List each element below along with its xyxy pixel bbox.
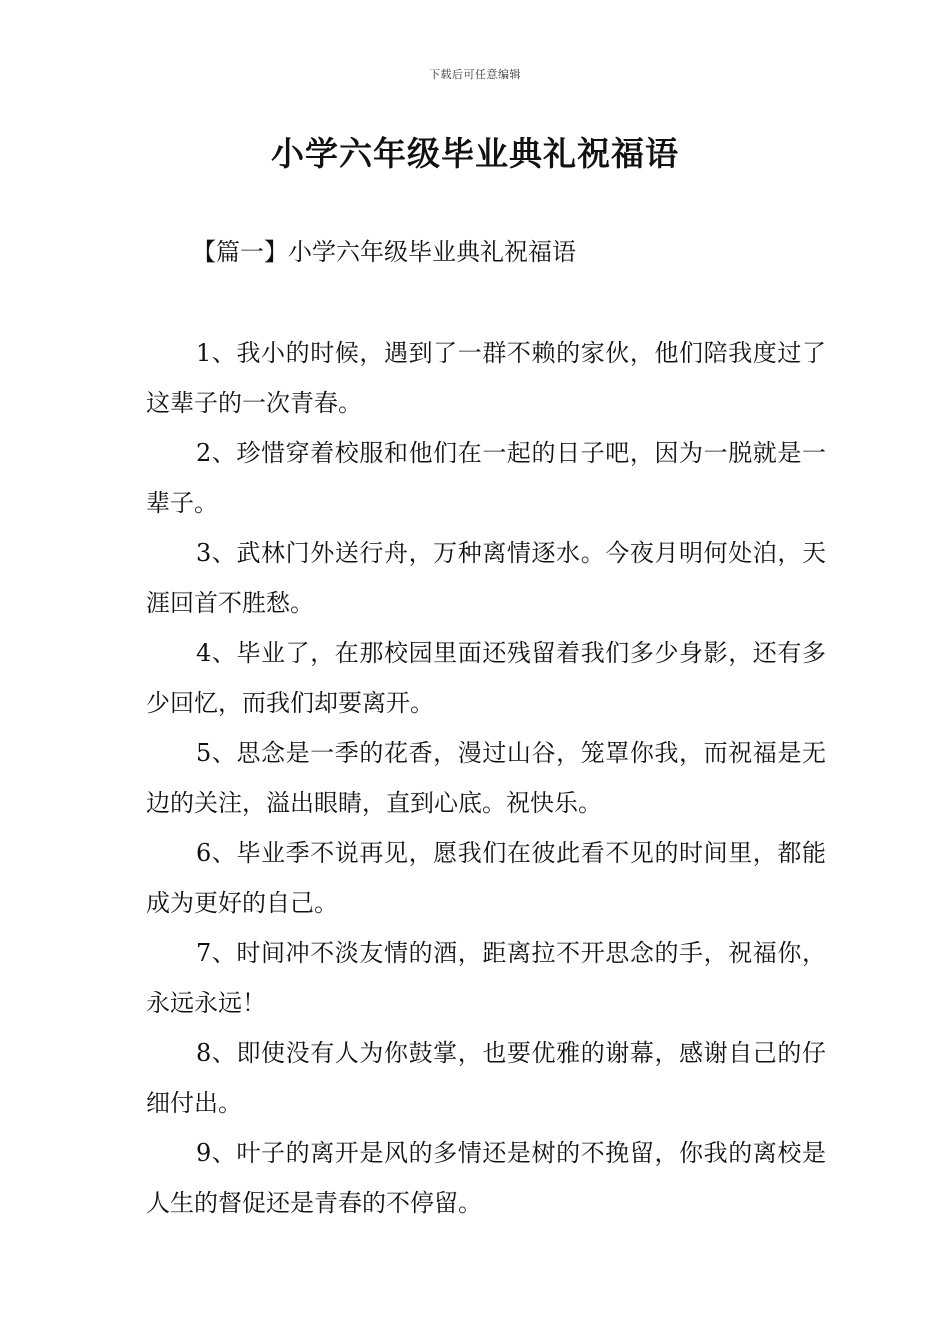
- paragraph-1: 1、我小的时候，遇到了一群不赖的家伙，他们陪我度过了这辈子的一次青春。: [146, 339, 826, 417]
- paragraph-4: 4、毕业了，在那校园里面还残留着我们多少身影，还有多少回忆，而我们却要离开。: [146, 639, 826, 717]
- paragraph-5: 5、思念是一季的花香，漫过山谷，笼罩你我，而祝福是无边的关注，溢出眼睛，直到心底。祝快乐。: [146, 739, 826, 817]
- paragraph-7: 7、时间冲不淡友情的酒，距离拉不开思念的手，祝福你，永远永远！: [146, 939, 826, 1017]
- paragraph-8: 8、即使没有人为你鼓掌，也要优雅的谢幕，感谢自己的仔细付出。: [146, 1039, 826, 1117]
- section-heading: 【篇一】小学六年级毕业典礼祝福语: [192, 238, 576, 266]
- paragraph-2: 2、珍惜穿着校服和他们在一起的日子吧，因为一脱就是一辈子。: [146, 439, 826, 517]
- body-text: [146, 328, 826, 1228]
- paragraph-6: 6、毕业季不说再见，愿我们在彼此看不见的时间里，都能成为更好的自己。: [146, 839, 826, 917]
- document-title: 小学六年级毕业典礼祝福语: [271, 134, 679, 173]
- header-note: 下载后可任意编辑: [429, 68, 521, 81]
- paragraph-3: 3、武林门外送行舟，万种离情逐水。今夜月明何处泊，天涯回首不胜愁。: [146, 539, 826, 617]
- paragraph-9: 9、叶子的离开是风的多情还是树的不挽留，你我的离校是人生的督促还是青春的不停留。: [146, 1139, 826, 1217]
